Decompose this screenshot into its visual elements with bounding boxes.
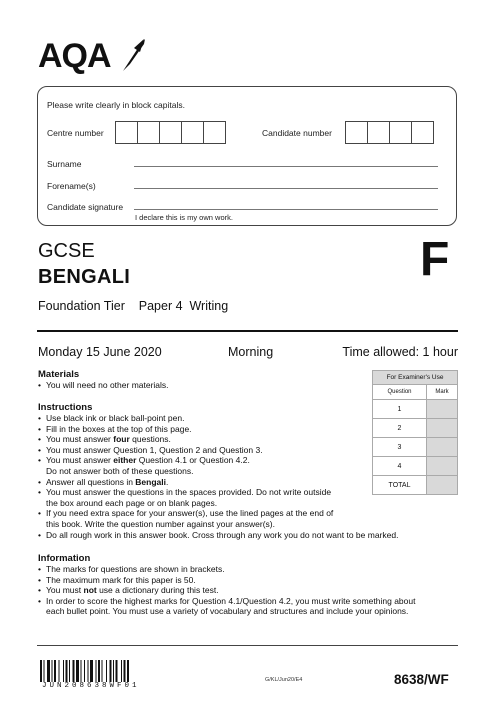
mark-column-header: Mark: [427, 385, 458, 400]
declaration-text: I declare this is my own work.: [135, 213, 233, 222]
list-item-text: Use black ink or black ball-point pen.: [46, 413, 185, 423]
aqa-logo-text: AQA: [38, 37, 111, 75]
question-number: 1: [373, 400, 427, 419]
time-allowed: Time allowed: 1 hour: [342, 345, 458, 359]
list-item-text: questions.: [129, 434, 171, 445]
centre-number-label: Centre number: [47, 128, 104, 138]
candidate-number-cell[interactable]: [389, 121, 412, 144]
question-column-header: Question: [373, 385, 427, 400]
exam-date: Monday 15 June 2020: [38, 345, 162, 359]
list-item-text: You must: [46, 585, 84, 596]
list-item-text: The marks for questions are shown in brackets.: [46, 564, 225, 574]
examiner-table-title: For Examiner's Use: [373, 371, 458, 385]
instructions-heading: Instructions: [38, 402, 93, 413]
candidate-number-field[interactable]: [346, 121, 434, 144]
paper-code: 8638/WF: [394, 672, 449, 687]
emphasis-text: Bengali: [135, 476, 166, 487]
list-item: [38, 508, 458, 529]
list-item-text: The maximum mark for this paper is 50.: [46, 574, 196, 585]
mark-cell: [427, 438, 458, 457]
centre-number-cell[interactable]: [181, 121, 204, 144]
document-reference: G/KL/Jun20/E4: [265, 677, 303, 683]
list-item-text: Fill in the boxes at the top of this page.: [46, 423, 192, 434]
materials-list: [38, 380, 358, 391]
emphasis-text: either: [113, 455, 137, 466]
list-item-text: You must answer Question 1, Question 2 and Question 3.: [46, 444, 263, 455]
candidate-number-cell[interactable]: [367, 121, 390, 144]
forenames-label: Forename(s): [47, 181, 96, 191]
exam-session: Morning: [228, 345, 274, 359]
examiner-use-table: [372, 370, 458, 495]
list-item-text: In order to score the highest marks for Question 4.1/Question 4.2, you must write something about: [46, 595, 416, 606]
centre-number-field[interactable]: [116, 121, 226, 144]
surname-label: Surname: [47, 159, 82, 169]
mark-cell: [427, 400, 458, 419]
mark-cell: [427, 457, 458, 476]
candidate-number-label: Candidate number: [262, 128, 332, 138]
materials-heading: Materials: [38, 369, 80, 380]
question-number: 3: [373, 438, 427, 457]
emphasis-text: not: [83, 585, 97, 596]
list-item-continuation: each bullet point. You must use a variety of vocabulary and structures and include your opinions.: [46, 606, 409, 617]
list-item-text: You must answer the questions in the spaces provided. Do not write outside: [46, 487, 332, 498]
signature-field[interactable]: [134, 209, 438, 210]
list-item-continuation: Do not answer both of these questions.: [46, 465, 194, 476]
list-item-text: You must answer: [46, 455, 114, 466]
forenames-field[interactable]: [134, 188, 438, 189]
list-item-text: use a dictionary during this test.: [96, 585, 219, 596]
block-capitals-instruction: Please write clearly in block capitals.: [47, 100, 185, 110]
centre-number-cell[interactable]: [137, 121, 160, 144]
footer-divider: [37, 645, 458, 646]
centre-number-cell[interactable]: [115, 121, 138, 144]
tier-letter: F: [420, 233, 450, 286]
information-list: [38, 564, 458, 617]
question-number: 2: [373, 419, 427, 438]
signature-label: Candidate signature: [47, 202, 124, 212]
information-heading: Information: [38, 553, 91, 564]
list-item: [38, 575, 458, 586]
list-item-text: You must answer: [46, 434, 114, 445]
list-item: • You will need no other materials.: [38, 380, 358, 391]
aqa-leaf-logo-icon: [120, 38, 146, 72]
list-item: [38, 596, 458, 617]
centre-number-cell[interactable]: [159, 121, 182, 144]
list-item-text: If you need extra space for your answer(s), use the lined pages at the end of: [46, 508, 334, 519]
list-item: [38, 585, 458, 596]
tier-paper-label: Foundation Tier Paper 4 Writing: [38, 299, 229, 313]
centre-number-cell[interactable]: [203, 121, 226, 144]
list-item-continuation: this book. Write the question number against your answer(s).: [46, 518, 275, 529]
list-item-text: Answer all questions in: [46, 476, 136, 487]
qualification-title: GCSE: [38, 240, 95, 262]
list-item: [38, 564, 458, 575]
question-number: 4: [373, 457, 427, 476]
title-divider: [37, 330, 458, 332]
list-item-text: .: [166, 476, 169, 487]
subject-title: BENGALI: [38, 266, 131, 288]
emphasis-text: four: [113, 434, 130, 445]
total-label: TOTAL: [373, 476, 427, 495]
barcode-number: JUN208638WF01: [42, 682, 140, 690]
candidate-number-cell[interactable]: [345, 121, 368, 144]
list-item-text: Question 4.1 or Question 4.2.: [136, 455, 250, 466]
list-item-text: Do all rough work in this answer book. Cross through any work you do not want to be marked.: [46, 529, 399, 540]
list-item: [38, 530, 458, 541]
total-mark-cell: [427, 476, 458, 495]
candidate-number-cell[interactable]: [411, 121, 434, 144]
surname-field[interactable]: [134, 166, 438, 167]
mark-cell: [427, 419, 458, 438]
barcode-icon: [40, 660, 190, 682]
list-item-continuation: the box around each page or on blank pages.: [46, 497, 218, 508]
